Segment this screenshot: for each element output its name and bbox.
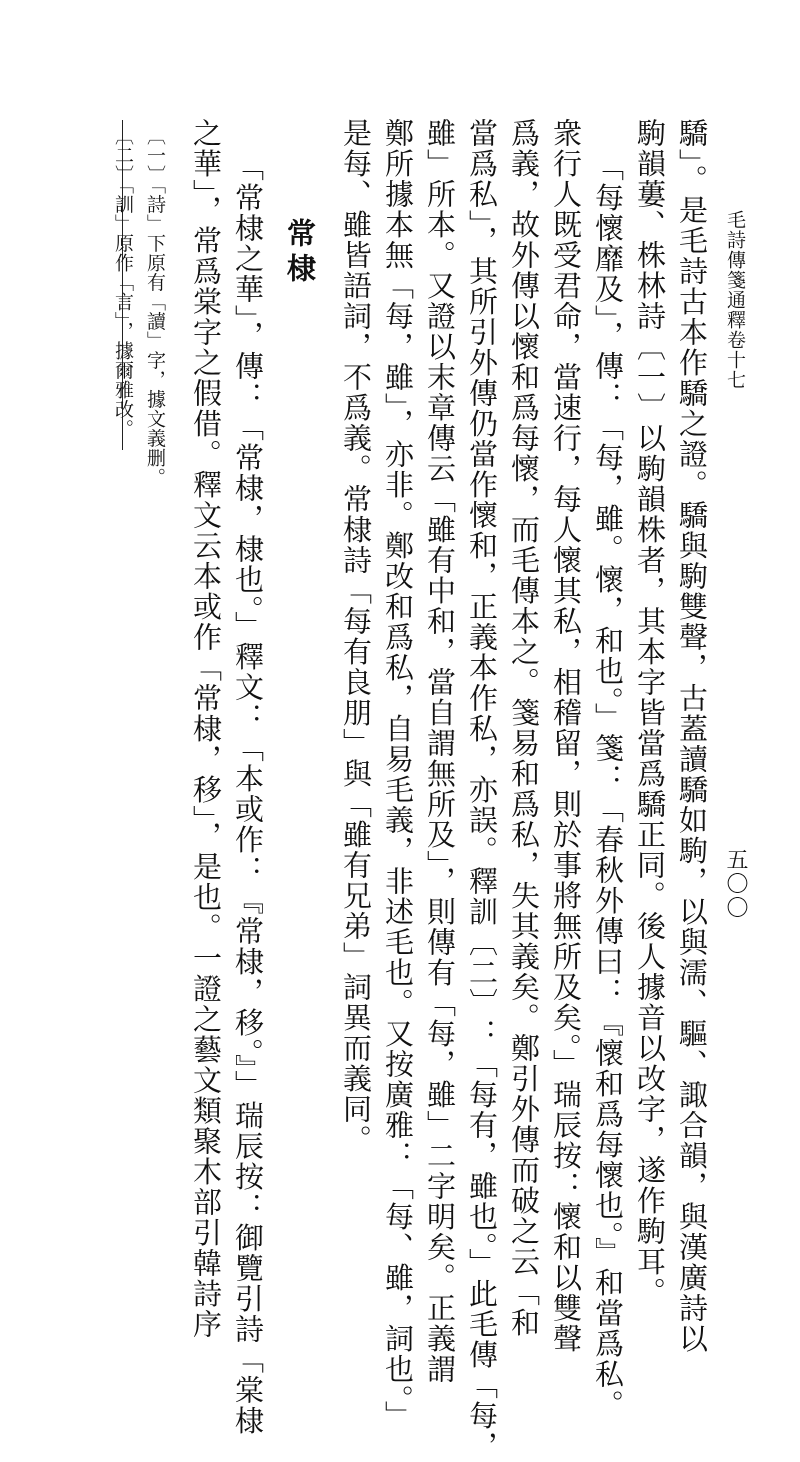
- footnote-2: 〔二〕「訓」原作「言」，據爾雅改。: [112, 126, 134, 439]
- text-column-9: 是每、雖皆語詞，不爲義。常棣詩「每有良朋」與「雖有兄弟」詞異而義同。: [339, 118, 373, 1155]
- text-column-2: 駒韻蔞、株林詩〔一〕以駒韻株者，其本字皆當爲驕正同。後人據音以改字，遂作駒耳。: [633, 118, 667, 1308]
- text-column-5: 爲義，故外傳以懷和爲每懷，而毛傳本之。箋易和爲私，失其義矣。鄭引外傳而破之云「和: [507, 118, 541, 1338]
- footnote-1: 〔一〕「詩」下原有「讀」字，據文義删。: [144, 126, 166, 487]
- text-column-7: 雖」所本。又證以末章傳云「雖有中和，當自謂無所及」，則傳有「每，雖」二字明矣。正義謂: [423, 118, 457, 1385]
- page-number: 五〇〇: [723, 848, 748, 920]
- text-column-3: 「每懷靡及」，傳：「每，雖。懷，和也。」箋：「春秋外傳曰：『懷和爲每懷也。』和當爲私。: [591, 152, 625, 1420]
- section-column-2: 之華」，常爲棠字之假借。釋文云本或作「常棣，移」，是也。一證之藝文類聚木部引韓詩序: [189, 118, 223, 1340]
- text-column-1: 驕」。是毛詩古本作驕之證。驕與駒雙聲，古蓋讀驕如駒，以與濡、驅、諏合韻，與漢廣詩以: [675, 118, 709, 1354]
- text-column-6: 當爲私」，其所引外傳仍當作懷和，正義本作私，亦誤。釋訓〔二〕：「每有，雖也。」此毛傳「每，: [465, 118, 499, 1462]
- section-column-1: 「常棣之華」，傳：「常棣，棣也。」釋文：「本或作：『常棣，移。』」瑞辰按：御覽引詩「棠棣: [231, 152, 265, 1436]
- running-header-title: 毛詩傳箋通釋卷十七: [724, 210, 746, 390]
- text-column-8: 鄭所據本無「每，雖」，亦非。鄭改和爲私，自易毛義，非述毛也。又按廣雅：「每、雖，詞也。」: [381, 118, 415, 1431]
- text-column-4: 衆行人既受君命，當速行，每人懷其私，相稽留，則於事將無所及矣。」瑞辰按：懷和以雙聲: [549, 118, 583, 1354]
- section-title: 常棣: [283, 218, 317, 288]
